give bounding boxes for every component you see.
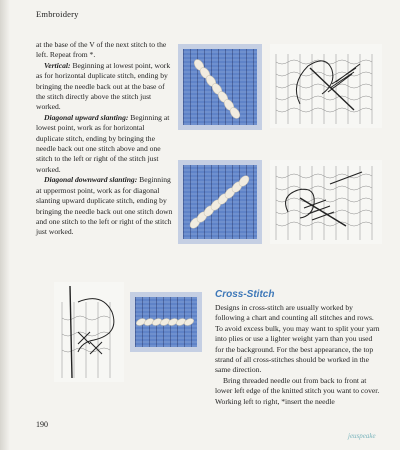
- text-vertical: Beginning at lowest point, work as for horizontal duplicate stitch, ending by bringing the needle back out at the base of the stitch directly above the stitch just worked.: [36, 60, 171, 112]
- left-column-text: [36, 40, 174, 238]
- paragraph-cross-stitch-intro: Designs in cross-stitch are usually worked by following a chart and counting all stitches and rows. To avoid excess bulk, you may want to split your yarn into plies or use a lighter weight yarn than you used for the background. For the best appearance, the top strand of all cross-stitches should be worked in the same direction.: [215, 303, 380, 375]
- diagonal-stitch-overlay: [183, 49, 257, 125]
- knit-swatch-diagonal-downward-photo: [178, 160, 262, 244]
- knit-grid-needle-illustration: [270, 44, 382, 128]
- paragraph-diagonal-downward: [36, 175, 174, 237]
- text-diagonal-downward: Beginning at uppermost point, work as for diagonal slanting upward duplicate stitch, ending by bringing the needle back out one stitch down and one stitch to the left or right of the stitch just worked.: [36, 175, 173, 237]
- section-heading-cross-stitch: Cross-Stitch: [215, 289, 275, 300]
- knit-fabric: [135, 297, 197, 347]
- knit-fabric: [183, 165, 257, 239]
- term-vertical: Vertical:: [44, 60, 71, 70]
- paragraph-continuation: at the base of the V of the next stitch to the left. Repeat from *.: [36, 40, 167, 60]
- knit-grid-needle-illustration: [270, 160, 382, 244]
- running-head: Embroidery: [36, 9, 79, 19]
- watermark: jeuspeake: [348, 432, 376, 440]
- term-diagonal-downward: Diagonal downward slanting:: [44, 175, 138, 185]
- cross-stitch-diagram: [54, 282, 124, 382]
- page-gutter-shadow: [0, 0, 10, 450]
- term-diagonal-upward: Diagonal upward slanting:: [44, 112, 129, 122]
- knit-swatch-cross-stitch-photo: [130, 292, 202, 352]
- diagonal-downward-diagram: [270, 160, 382, 244]
- right-column-text: [215, 303, 380, 407]
- paragraph-cross-stitch-method: Bring threaded needle out from back to front at lower left edge of the knitted stitch you want to cover. Working left to right, *insert the needle: [215, 375, 380, 406]
- needle-cross-stitch-illustration: [54, 282, 124, 382]
- page-number: 190: [36, 420, 48, 429]
- paragraph-diagonal-upward: [36, 113, 174, 175]
- knit-swatch-diagonal-upward-photo: [178, 44, 262, 130]
- diagonal-upward-diagram: [270, 44, 382, 128]
- paragraph-vertical: [36, 61, 174, 113]
- knit-fabric: [183, 49, 257, 125]
- text-diagonal-upward: Beginning at lowest point, work as for horizontal duplicate stitch, ending by bringing the needle back out one stitch above and one stitch to the left or right of the stitch just worked.: [36, 112, 170, 174]
- cross-stitch-row-overlay: [135, 297, 197, 347]
- diagonal-stitch-overlay: [183, 165, 257, 239]
